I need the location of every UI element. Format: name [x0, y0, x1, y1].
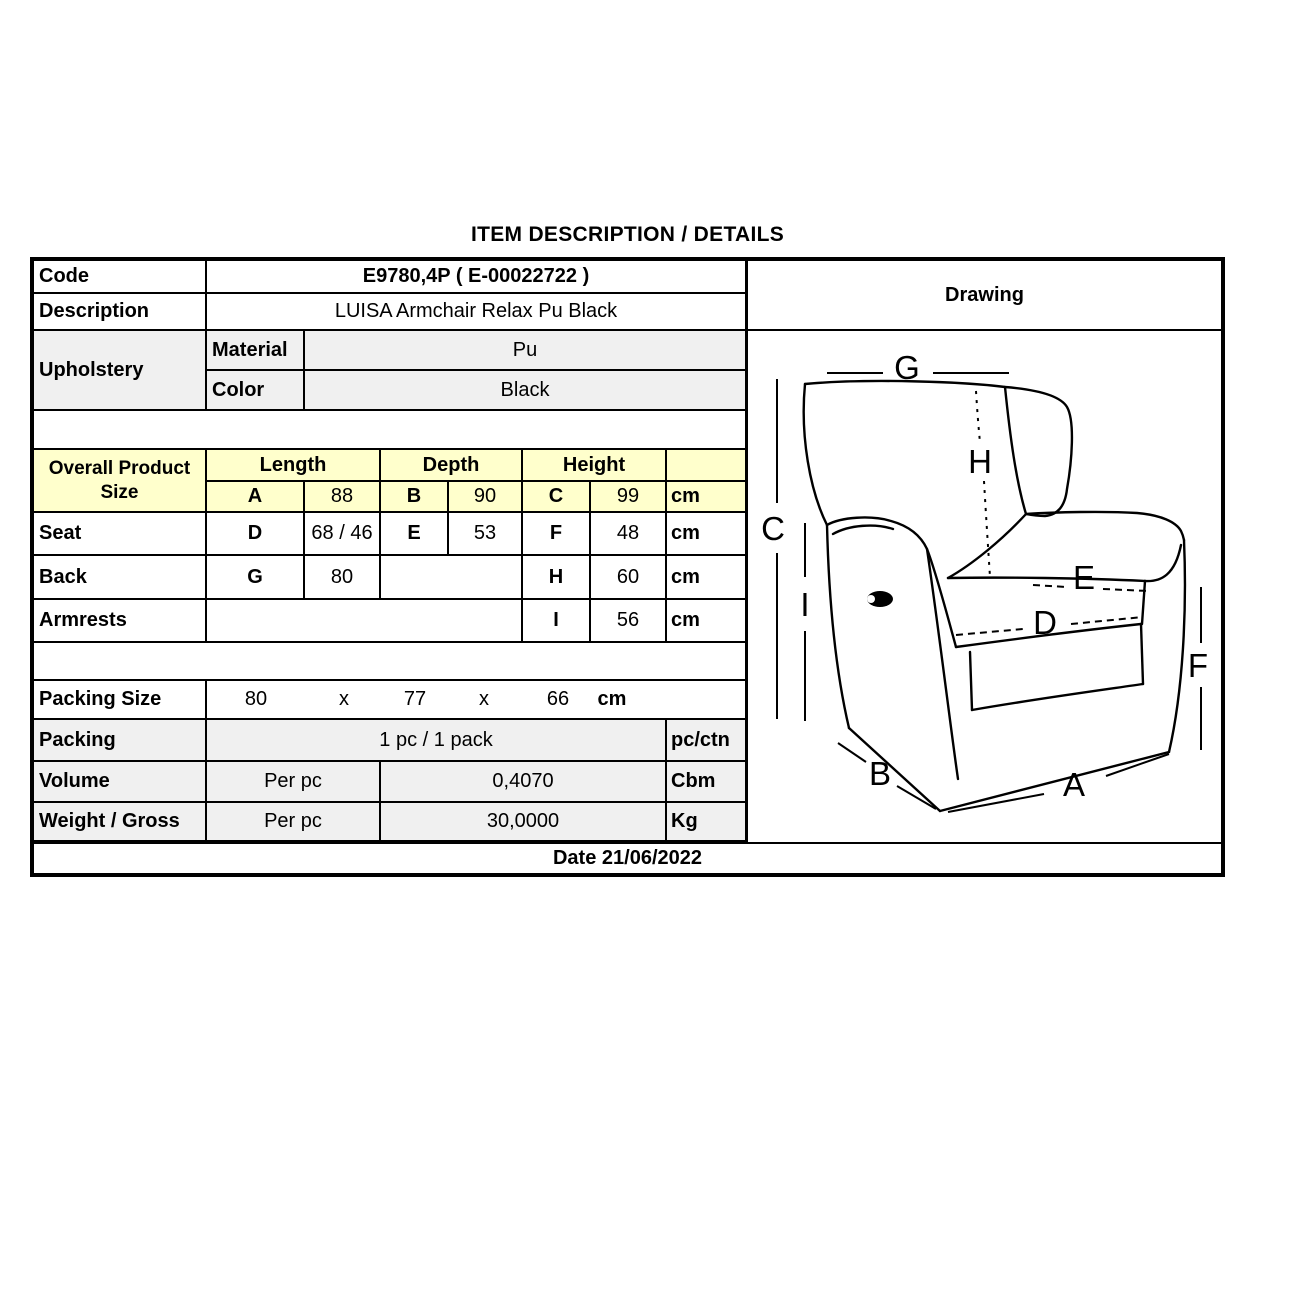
packing-size-x2: x [479, 688, 489, 710]
seat-length-value: 68 / 46 [305, 513, 381, 556]
date-row: Date 21/06/2022 [34, 842, 1221, 873]
dim-label-b: B [868, 755, 892, 792]
back-height-key: H [523, 556, 591, 600]
weight-value: 30,0000 [381, 803, 667, 842]
seat-depth-key: E [381, 513, 449, 556]
overall-size-label: Overall Product Size [34, 450, 207, 513]
seat-height-value: 48 [591, 513, 667, 556]
dimension-lines [777, 373, 1201, 812]
drawing-header: Drawing [748, 261, 1221, 331]
armchair-drawing [745, 331, 1221, 842]
packing-size-label: Packing Size [34, 681, 207, 720]
back-label: Back [34, 556, 207, 600]
back-unit: cm [667, 556, 745, 600]
item-details-table [30, 257, 1225, 877]
color-value: Black [305, 371, 745, 411]
color-label: Color [207, 371, 305, 411]
packing-value: 1 pc / 1 pack [207, 720, 667, 762]
volume-value: 0,4070 [381, 762, 667, 803]
dim-label-a: A [1062, 766, 1086, 803]
chair-outline [804, 381, 1185, 811]
dim-label-e: E [1072, 559, 1096, 596]
dim-label-h: H [968, 443, 992, 480]
code-label: Code [34, 261, 207, 294]
description-value: LUISA Armchair Relax Pu Black [207, 294, 745, 331]
weight-unit: Kg [667, 803, 745, 842]
packing-label: Packing [34, 720, 207, 762]
seat-depth-value: 53 [449, 513, 523, 556]
dim-label-i: I [800, 586, 810, 623]
material-value: Pu [305, 331, 745, 371]
weight-per: Per pc [207, 803, 381, 842]
packing-size-value [207, 681, 745, 720]
overall-unit: cm [667, 482, 745, 513]
page-title: ITEM DESCRIPTION / DETAILS [470, 223, 785, 246]
code-value: E9780,4P ( E-00022722 ) [207, 261, 745, 294]
upholstery-label: Upholstery [34, 331, 207, 411]
unit-header-empty [667, 450, 745, 482]
volume-label: Volume [34, 762, 207, 803]
overall-depth-key: B [381, 482, 449, 513]
material-label: Material [207, 331, 305, 371]
spacer-row [34, 411, 745, 450]
overall-height-value: 99 [591, 482, 667, 513]
seat-unit: cm [667, 513, 745, 556]
overall-height-key: C [523, 482, 591, 513]
height-header: Height [523, 450, 667, 482]
dim-label-f: F [1187, 647, 1209, 684]
seat-length-key: D [207, 513, 305, 556]
armrests-empty-cell [207, 600, 523, 643]
armrests-height-key: I [523, 600, 591, 643]
packing-unit: pc/ctn [667, 720, 745, 762]
volume-unit: Cbm [667, 762, 745, 803]
armchair-sketch [745, 331, 1221, 842]
dim-label-c: C [761, 510, 785, 547]
back-empty-cell [381, 556, 523, 600]
back-length-value: 80 [305, 556, 381, 600]
spacer-row-2 [34, 643, 745, 681]
depth-header: Depth [381, 450, 523, 482]
armrests-label: Armrests [34, 600, 207, 643]
volume-per: Per pc [207, 762, 381, 803]
description-label: Description [34, 294, 207, 331]
dim-label-g: G [894, 349, 920, 386]
weight-label: Weight / Gross [34, 803, 207, 842]
back-length-key: G [207, 556, 305, 600]
overall-length-value: 88 [305, 482, 381, 513]
packing-size-dim3: 66 [546, 688, 570, 710]
armrests-height-value: 56 [591, 600, 667, 643]
overall-depth-value: 90 [449, 482, 523, 513]
packing-size-unit: cm [597, 688, 627, 710]
packing-size-dim1: 80 [244, 688, 268, 710]
back-height-value: 60 [591, 556, 667, 600]
armrests-unit: cm [667, 600, 745, 643]
length-header: Length [207, 450, 381, 482]
recliner-button-notch [867, 595, 875, 603]
dim-label-d: D [1033, 604, 1057, 641]
seat-label: Seat [34, 513, 207, 556]
packing-size-dim2: 77 [403, 688, 427, 710]
overall-length-key: A [207, 482, 305, 513]
packing-size-x1: x [339, 688, 349, 710]
seat-height-key: F [523, 513, 591, 556]
